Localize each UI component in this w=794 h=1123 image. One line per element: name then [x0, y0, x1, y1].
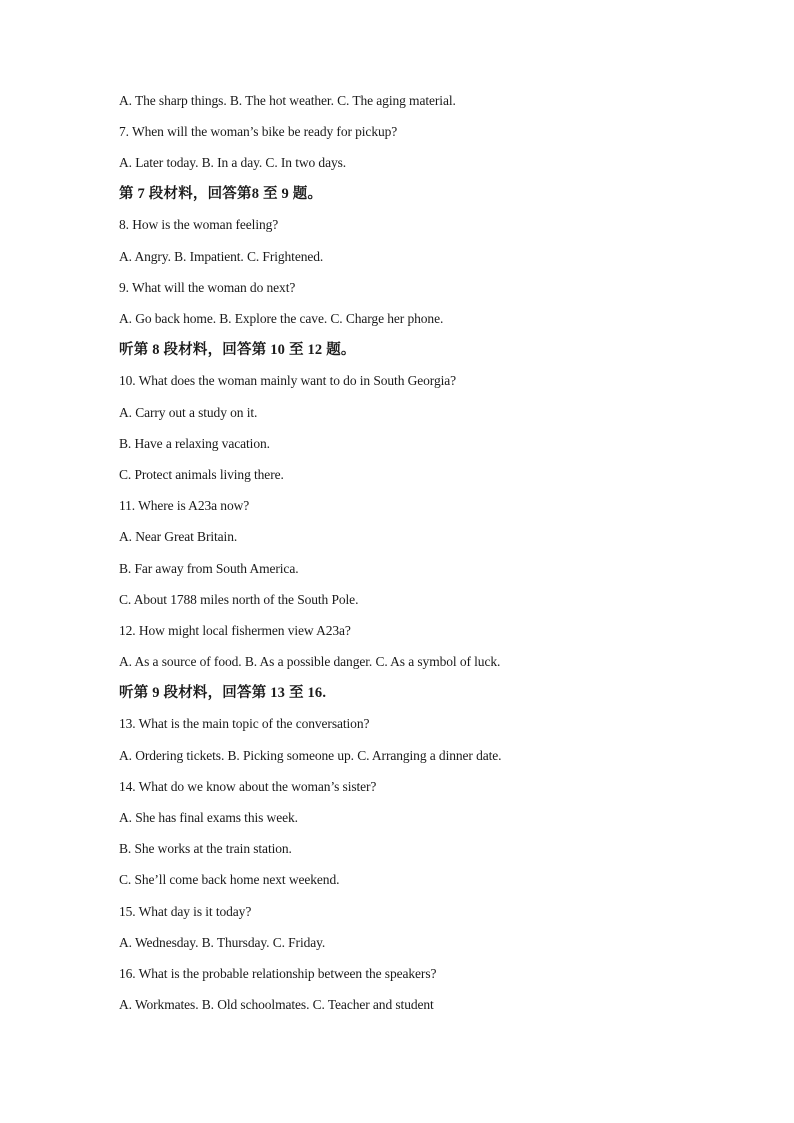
section-heading: 第 7 段材料，回答第8 至 9 题。	[119, 186, 323, 202]
question-13: 13. What is the main topic of the conversation?	[119, 716, 370, 731]
option-line: A. Ordering tickets. B. Picking someone up. C. Arranging a dinner date.	[119, 748, 502, 763]
question-7: 7. When will the woman’s bike be ready for pickup?	[119, 124, 398, 139]
option-line: A. As a source of food. B. As a possible danger. C. As a symbol of luck.	[119, 654, 501, 669]
option-line: C. She’ll come back home next weekend.	[119, 872, 340, 887]
question-9: 9. What will the woman do next?	[119, 280, 296, 295]
option-line: C. Protect animals living there.	[119, 467, 284, 482]
option-line: A. Angry. B. Impatient. C. Frightened.	[119, 249, 324, 264]
option-line: A. Later today. B. In a day. C. In two days.	[119, 155, 347, 170]
question-10: 10. What does the woman mainly want to do in South Georgia?	[119, 373, 457, 388]
option-line: B. She works at the train station.	[119, 841, 292, 856]
option-line: A. The sharp things. B. The hot weather. C. The aging material.	[119, 93, 456, 108]
option-line: C. About 1788 miles north of the South Pole.	[119, 592, 359, 607]
option-line: A. Near Great Britain.	[119, 529, 238, 544]
option-line: A. Workmates. B. Old schoolmates. C. Teacher and student	[119, 997, 434, 1012]
question-14: 14. What do we know about the woman’s sister?	[119, 779, 377, 794]
question-16: 16. What is the probable relationship between the speakers?	[119, 966, 437, 981]
option-line: B. Have a relaxing vacation.	[119, 436, 270, 451]
option-line: A. Carry out a study on it.	[119, 405, 258, 420]
option-line: A. Go back home. B. Explore the cave. C. Charge her phone.	[119, 311, 444, 326]
section-heading: 听第 8 段材料，回答第 10 至 12 题。	[119, 342, 356, 358]
question-8: 8. How is the woman feeling?	[119, 217, 279, 232]
question-12: 12. How might local fishermen view A23a?	[119, 623, 351, 638]
option-line: A. She has final exams this week.	[119, 810, 298, 825]
option-line: A. Wednesday. B. Thursday. C. Friday.	[119, 935, 326, 950]
option-line: B. Far away from South America.	[119, 561, 299, 576]
question-11: 11. Where is A23a now?	[119, 498, 250, 513]
section-heading: 听第 9 段材料，回答第 13 至 16.	[119, 685, 327, 701]
question-15: 15. What day is it today?	[119, 904, 252, 919]
